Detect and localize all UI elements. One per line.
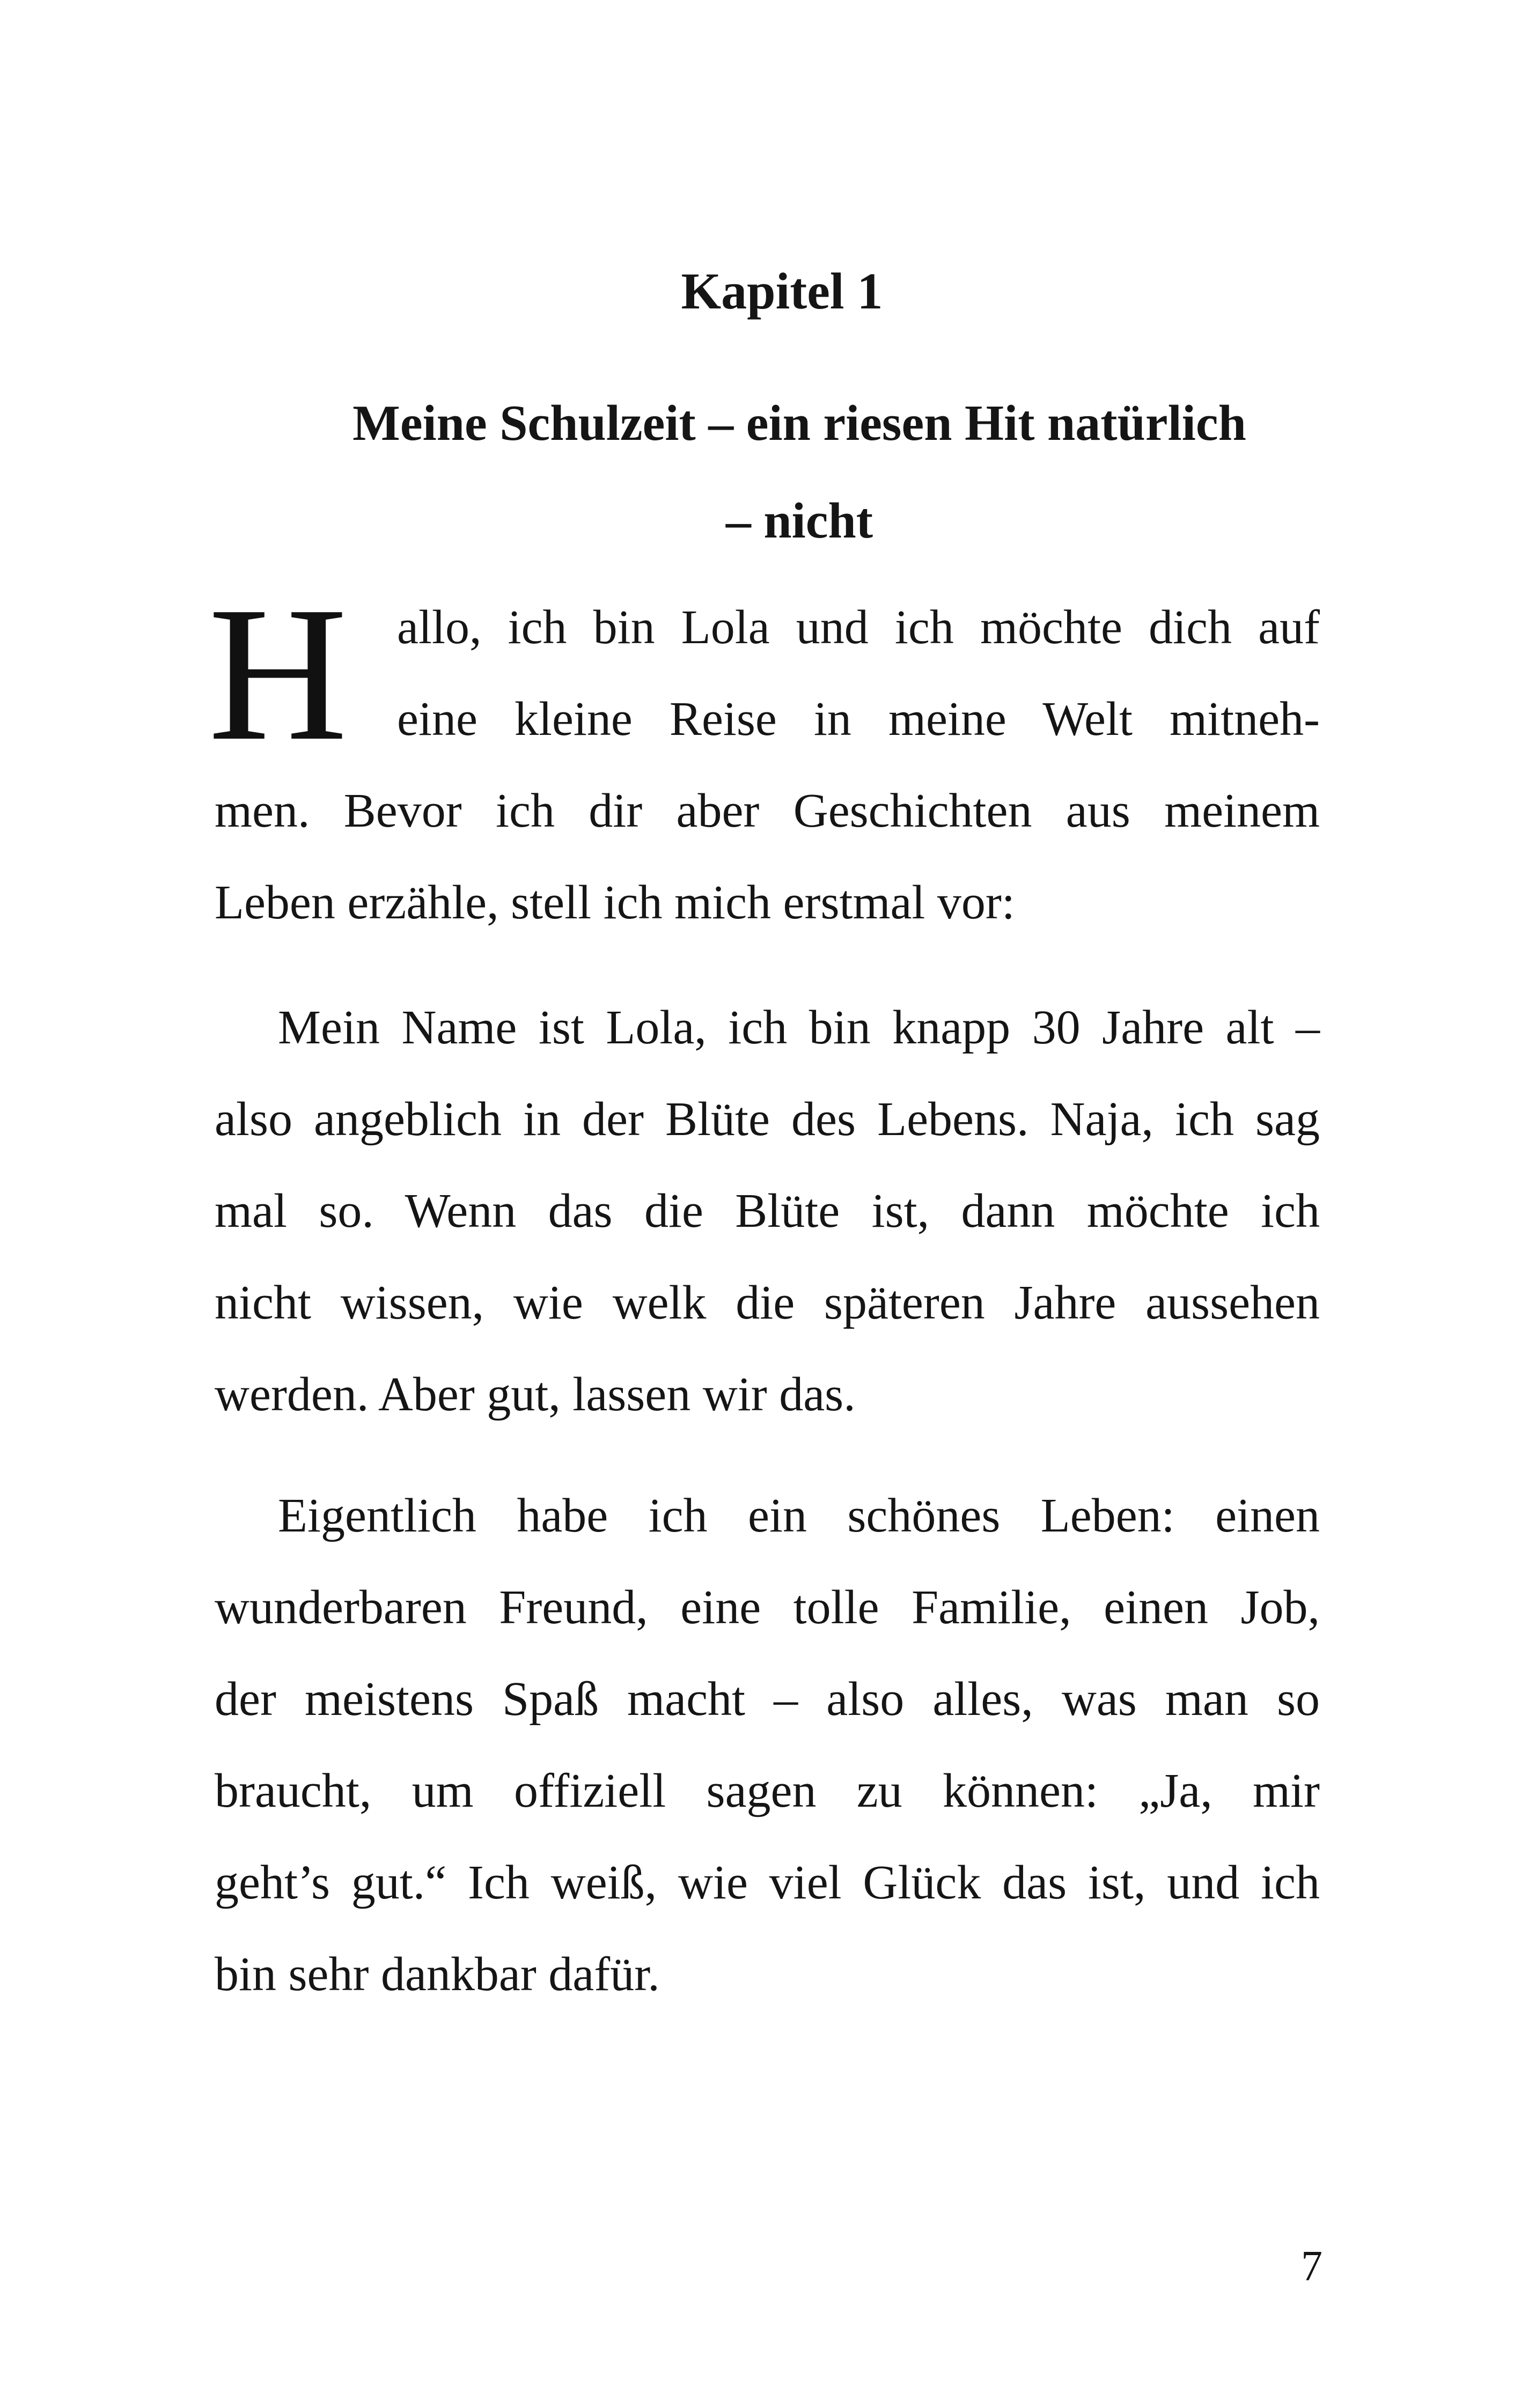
page-number: 7 bbox=[1301, 2243, 1322, 2290]
text-line: geht’s gut.“ Ich weiß, wie viel Glück das ist, und ich bbox=[215, 1856, 1320, 1909]
text-line: allo, ich bin Lola und ich möchte dich auf bbox=[397, 601, 1320, 654]
text-line: men. Bevor ich dir aber Geschichten aus meinem bbox=[215, 784, 1320, 837]
text-line: wunderbaren Freund, eine tolle Familie, einen Job, bbox=[215, 1581, 1320, 1634]
text-line: nicht wissen, wie welk die späteren Jahre aussehen bbox=[215, 1276, 1320, 1329]
text-line: der meistens Spaß macht – also alles, was man so bbox=[215, 1673, 1320, 1726]
text-line: mal so. Wenn das die Blüte ist, dann möchte ich bbox=[215, 1184, 1320, 1238]
chapter-title-line: – nicht bbox=[725, 493, 873, 549]
chapter-title bbox=[258, 374, 1341, 570]
text-line: Leben erzähle, stell ich mich erstmal vor: bbox=[215, 876, 1015, 929]
text-line: Eigentlich habe ich ein schönes Leben: einen bbox=[278, 1489, 1320, 1542]
paragraph-intro bbox=[208, 566, 1320, 948]
text-line: braucht, um offiziell sagen zu können: „Ja, mir bbox=[215, 1764, 1320, 1817]
text-line: bin sehr dankbar dafür. bbox=[215, 1948, 660, 2001]
paragraph-age bbox=[215, 982, 1320, 1440]
text-line: eine kleine Reise in meine Welt mitneh- bbox=[397, 693, 1320, 746]
text-line: also angeblich in der Blüte des Lebens. Naja, ich sag bbox=[215, 1093, 1320, 1146]
chapter-number: Kapitel 1 bbox=[681, 262, 883, 320]
text-line: Mein Name ist Lola, ich bin knapp 30 Jahre alt – bbox=[278, 1001, 1320, 1054]
dropcap-letter: H bbox=[208, 566, 348, 780]
text-line: werden. Aber gut, lassen wir das. bbox=[215, 1368, 856, 1421]
chapter-title-line: Meine Schulzeit – ein riesen Hit natürlich bbox=[352, 395, 1246, 451]
paragraph-life bbox=[215, 1470, 1320, 2020]
